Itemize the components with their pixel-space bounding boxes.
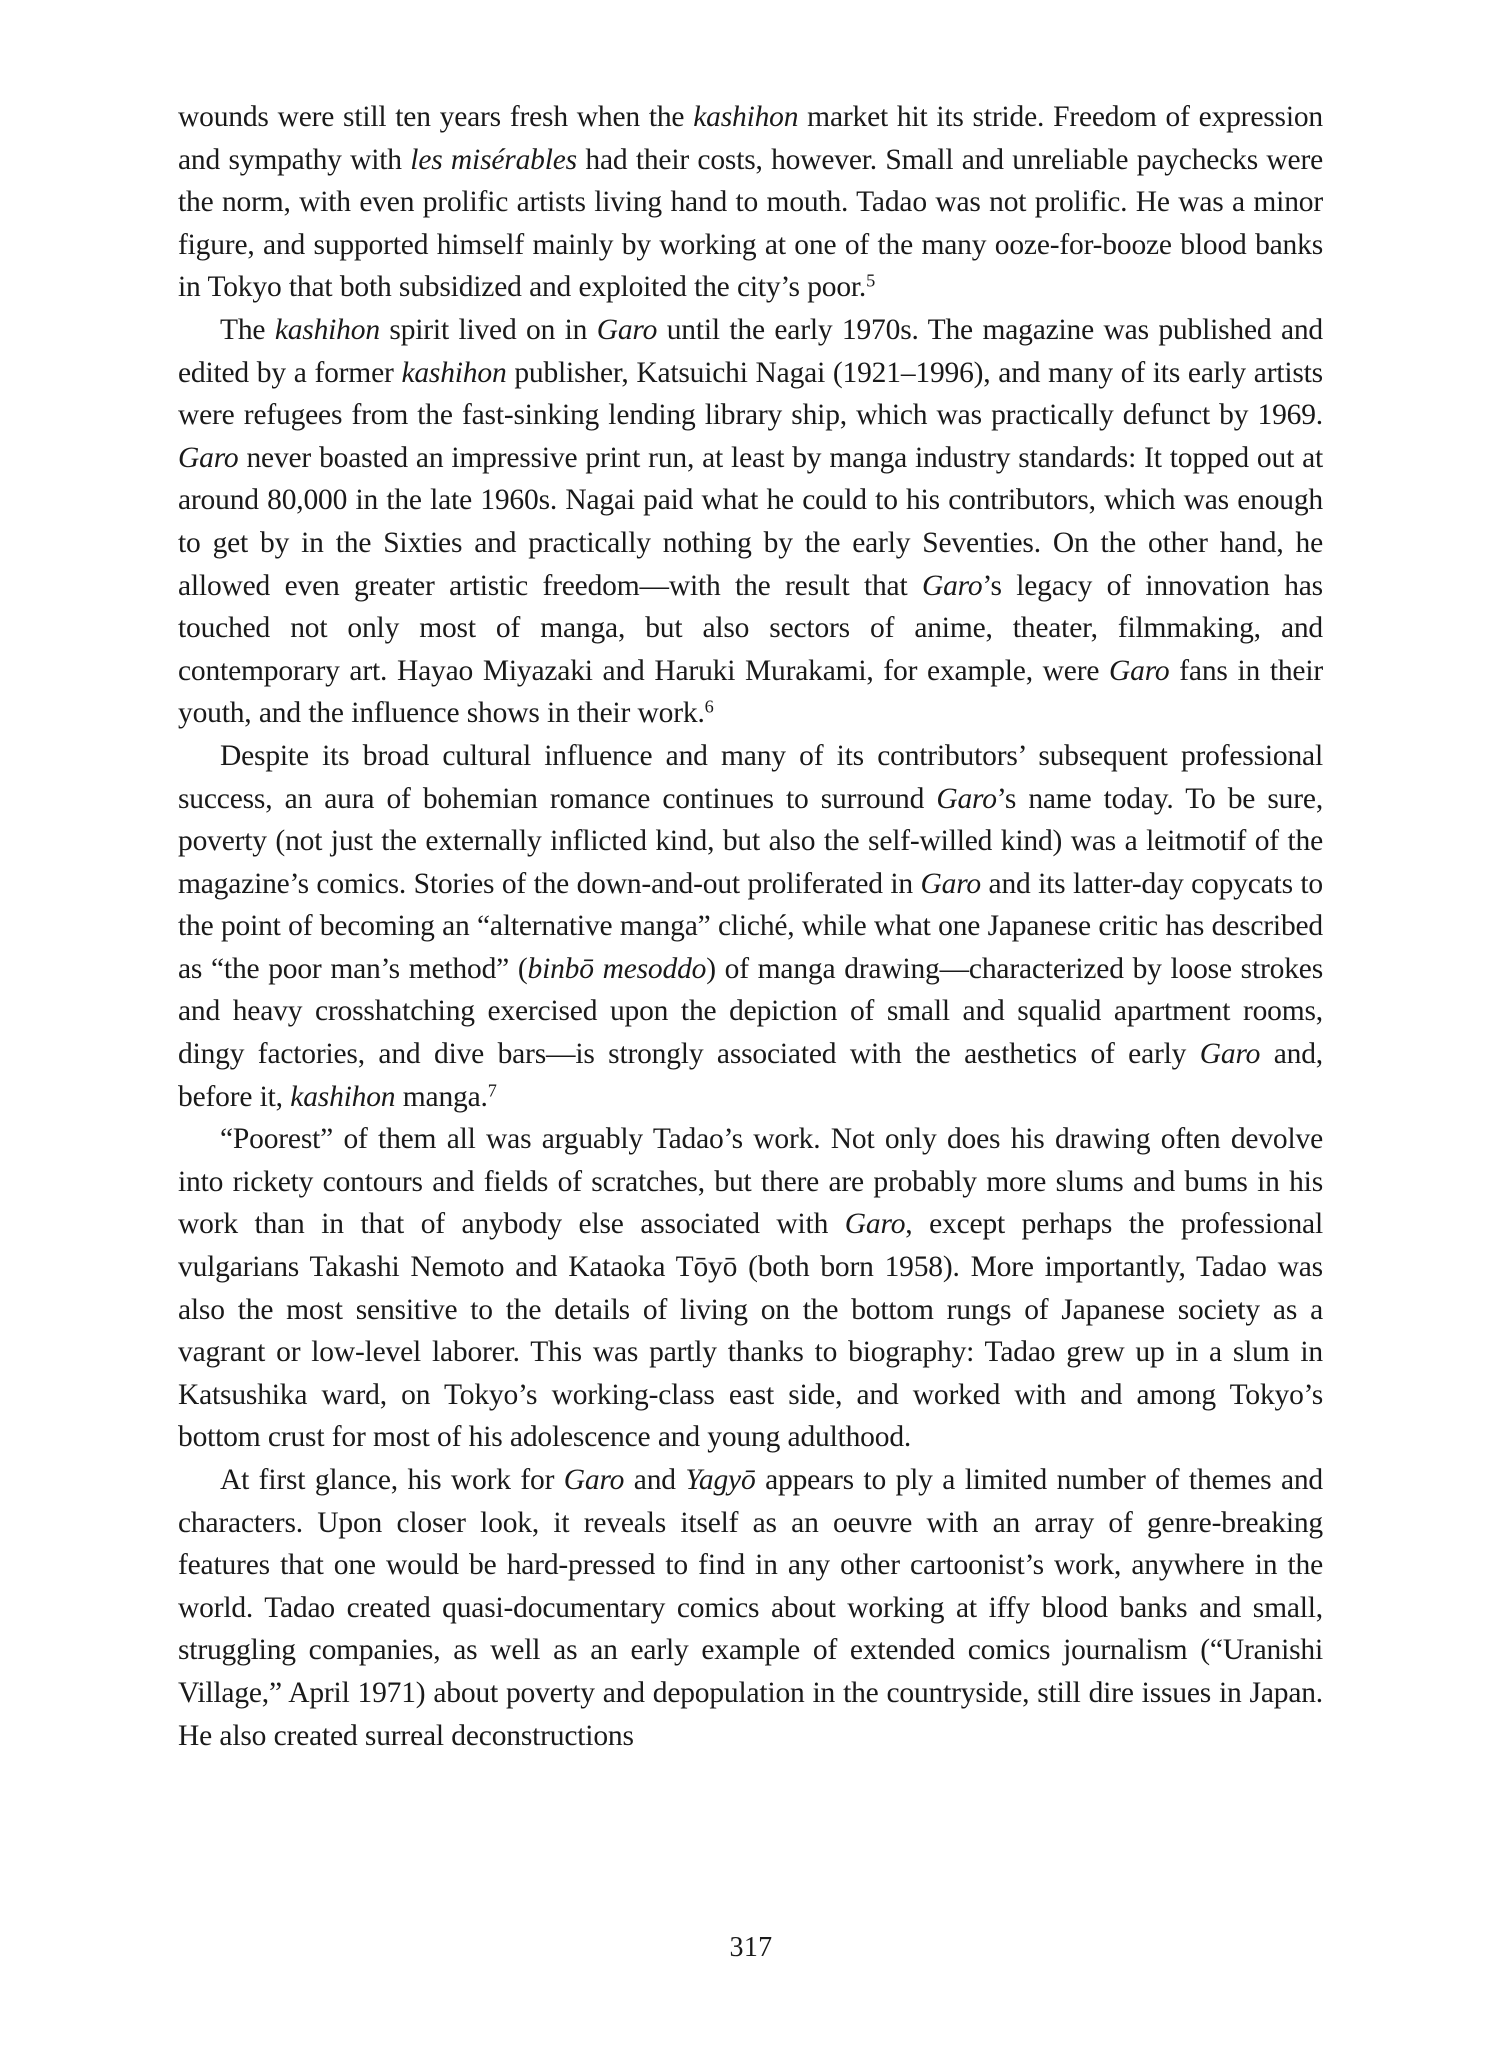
emphasis-term: kashihon: [693, 101, 799, 133]
emphasis-term: kashihon: [290, 1080, 396, 1113]
emphasis-term: kashihon: [274, 313, 380, 346]
emphasis-term: Garo: [1109, 654, 1170, 687]
emphasis-term: Garo: [920, 867, 981, 900]
page-number: 317: [729, 1932, 773, 1963]
paragraph: Despite its broad cultural influence and many of its contributors’ subsequent professional success, an aura of bohemian romance continues to surround Garo’s name today. To be sure, poverty (not just the externally inflicted kind, but also the self-willed kind) was a leitmotif of the magazine’s comics. Stories of the down-and-out proliferated in Garo and its latter-day copycats to the point of becoming an “alternative manga” cliché, while what one Japanese critic has described as “the poor man’s method” (binbō mesoddo) of manga drawing—characterized by loose strokes and heavy crosshatching exercised upon the depiction of small and squalid apartment rooms, dingy factories, and dive bars—is strongly associated with the aesthetics of early Garo and, before it, kashihon manga.$^7$: [178, 739, 1324, 1113]
footnote-marker: 5: [866, 270, 876, 291]
emphasis-term: Garo: [596, 313, 658, 346]
paragraph: At first glance, his work for Garo and Yagyō appears to ply a limited number of themes and characters. Upon closer look, it reveals itself as an oeuvre with an array of genre-breaking features that one would be hard-pressed to find in any other cartoonist’s work, anywhere in the world. Tadao created quasi-documentary comics about working at iffy blood banks and small, struggling companies, as well as an early example of extended comics journalism (“Uranishi Village,” April 1971) about poverty and depopulation in the countryside, still dire issues in Japan. He also created surreal deconstructions: [178, 1464, 1323, 1752]
emphasis-term: Garo: [563, 1464, 625, 1496]
emphasis-term: kashihon: [401, 356, 507, 389]
emphasis-term: binbō mesoddo: [527, 952, 707, 985]
emphasis-term: Garo: [178, 441, 239, 474]
footnote-marker: 7: [487, 1080, 497, 1101]
paragraph: The kashihon spirit lived on in Garo until the early 1970s. The magazine was published and edited by a former kashihon publisher, Katsuichi Nagai (1921–1996), and many of its early artists were refugees from the fast-sinking lending library ship, which was practically defunct by 1969. Garo never boasted an impressive print run, at least by manga industry standards: It topped out at around 80,000 in the late 1960s. Nagai paid what he could to his contributors, which was enough to get by in the Sixties and practically nothing by the early Seventies. On the other hand, he allowed even greater artistic freedom—with the result that Garo’s legacy of innovation has touched not only most of manga, but also sectors of anime, theater, filmmaking, and contemporary art. Hayao Miyazaki and Haruki Murakami, for example, were Garo fans in their youth, and the influence shows in their work.$^6$: [178, 313, 1323, 730]
emphasis-term: Garo: [1199, 1038, 1261, 1071]
emphasis-term: les misérables: [410, 143, 577, 176]
footnote-marker: 6: [704, 696, 714, 717]
paragraph: wounds were still ten years fresh when the kashihon market hit its stride. Freedom of expression and sympathy with les misérables had their costs, however. Small and unreliable paychecks were the norm, with even prolific artists living hand to mouth. Tadao was not prolific. He was a minor figure, and supported himself mainly by working at one of the many ooze-for-booze blood banks in Tokyo that both subsidized and exploited the city’s poor.$^5$: [178, 101, 1323, 304]
emphasis-term: Yagyō: [685, 1464, 756, 1496]
emphasis-term: Garo: [921, 569, 983, 602]
emphasis-term: Garo: [936, 782, 997, 815]
emphasis-term: Garo: [844, 1208, 906, 1241]
paragraph: “Poorest” of them all was arguably Tadao’s work. Not only does his drawing often devolve into rickety contours and fields of scratches, but there are probably more slums and bums in his work than in that of anybody else associated with Garo, except perhaps the professional vulgarians Takashi Nemoto and Kataoka Tōyō (both born 1958). More importantly, Tadao was also the most sensitive to the details of living on the bottom rungs of Japanese society as a vagrant or low-level laborer. This was partly thanks to biography: Tadao grew up in a slum in Katsushika ward, on Tokyo’s working-class east side, and worked with and among Tokyo’s bottom crust for most of his adolescence and young adulthood.: [178, 1123, 1323, 1454]
body-text-column: [178, 96, 1323, 1757]
